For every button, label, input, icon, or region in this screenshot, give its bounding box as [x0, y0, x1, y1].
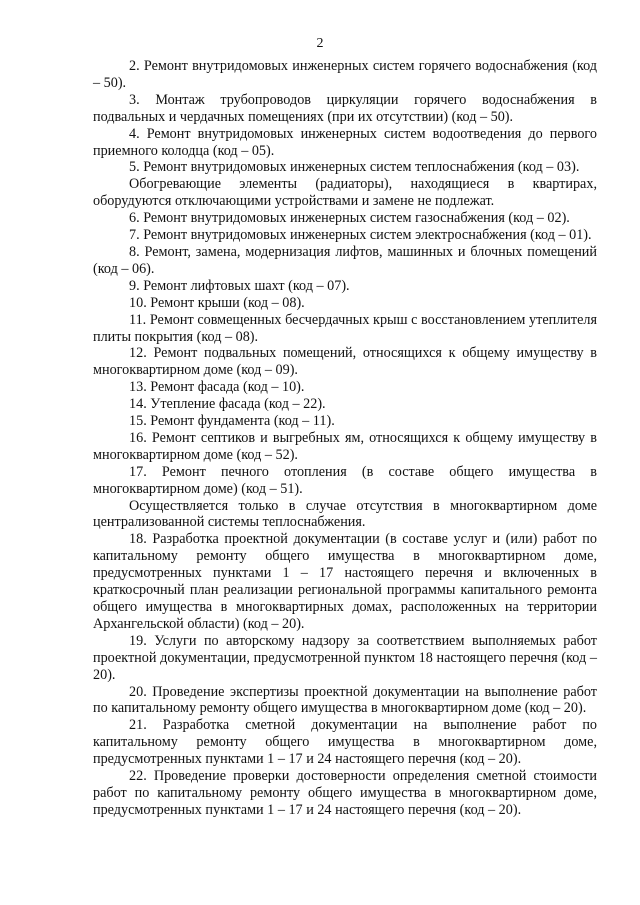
- paragraph-item-2: 2. Ремонт внутридомовых инженерных систем горячего водоснабжения (код – 50).: [93, 58, 597, 91]
- paragraph-item-7: 7. Ремонт внутридомовых инженерных систем электроснабжения (код – 01).: [129, 227, 592, 244]
- paragraph-item-17: 17. Ремонт печного отопления (в составе общего имущества в многоквартирном доме) (код – 51).: [93, 463, 597, 497]
- paragraph-item-19: 19. Услуги по авторскому надзору за соответствием выполняемых работ проектной документации, предусмотренной пунктом 18 настоящего перечня (код – 20).: [93, 632, 597, 683]
- paragraph-item-10: 10. Ремонт крыши (код – 08).: [129, 294, 305, 311]
- paragraph-item-3: 3. Монтаж трубопроводов циркуляции горячего водоснабжения в подвальных и чердачных помещениях (при их отсутствии) (код – 50).: [93, 91, 597, 125]
- document-body: [93, 58, 597, 819]
- paragraph-item-14: 14. Утепление фасада (код – 22).: [129, 396, 326, 413]
- paragraph-item-13: 13. Ремонт фасада (код – 10).: [129, 379, 305, 396]
- paragraph-item-6: 6. Ремонт внутридомовых инженерных систем газоснабжения (код – 02).: [129, 210, 570, 227]
- paragraph-item-11: 11. Ремонт совмещенных бесчердачных крыш с восстановлением утеплителя плиты покрытия (код – 08).: [93, 311, 597, 345]
- paragraph-item-5: 5. Ремонт внутридомовых инженерных систем теплоснабжения (код – 03).: [129, 159, 580, 176]
- paragraph-item-18: 18. Разработка проектной документации (в составе услуг и (или) работ по капитальному ремонту общего имущества в многоквартирном доме, предусмотренных пунктами 1 – 17 настоящего перечня и включенных в краткосрочный план реализации региональной программы капитального ремонта общего имущества в многоквартирных домах, расположенных на территории Архангельской области) (код – 20).: [93, 531, 597, 632]
- paragraph-item-4: 4. Ремонт внутридомовых инженерных систем водоотведения до первого приемного колодца (код – 05).: [93, 125, 597, 159]
- paragraph-item-22: 22. Проведение проверки достоверности определения сметной стоимости работ по капитальному ремонту общего имущества в многоквартирном доме, предусмотренных пунктами 1 – 17 и 24 настоящего перечня (код – 20).: [93, 768, 597, 818]
- paragraph-item-20: 20. Проведение экспертизы проектной документации на выполнение работ по капитальному ремонту общего имущества в многоквартирном доме (код – 20).: [93, 683, 597, 717]
- paragraph-note-radiators: Обогревающие элементы (радиаторы), находящиеся в квартирах, оборудуются отключающими устройствами и замене не подлежат.: [93, 176, 597, 210]
- paragraph-item-16: 16. Ремонт септиков и выгребных ям, относящихся к общему имуществу в многоквартирном доме (код – 52).: [93, 429, 597, 463]
- page-number: 2: [316, 36, 324, 51]
- paragraph-item-21: 21. Разработка сметной документации на выполнение работ по капитальному ремонту общего имущества в многоквартирном доме, предусмотренных пунктами 1 – 17 и 24 настоящего перечня (код – 20).: [93, 717, 597, 768]
- paragraph-item-8: 8. Ремонт, замена, модернизация лифтов, машинных и блочных помещений (код – 06).: [93, 243, 597, 277]
- paragraph-item-9: 9. Ремонт лифтовых шахт (код – 07).: [129, 277, 350, 294]
- paragraph-note-heating: Осуществляется только в случае отсутствия в многоквартирном доме централизованной системы теплоснабжения.: [93, 497, 597, 531]
- paragraph-item-15: 15. Ремонт фундамента (код – 11).: [129, 413, 335, 430]
- paragraph-item-12: 12. Ремонт подвальных помещений, относящихся к общему имуществу в многоквартирном доме (код – 09).: [93, 345, 597, 379]
